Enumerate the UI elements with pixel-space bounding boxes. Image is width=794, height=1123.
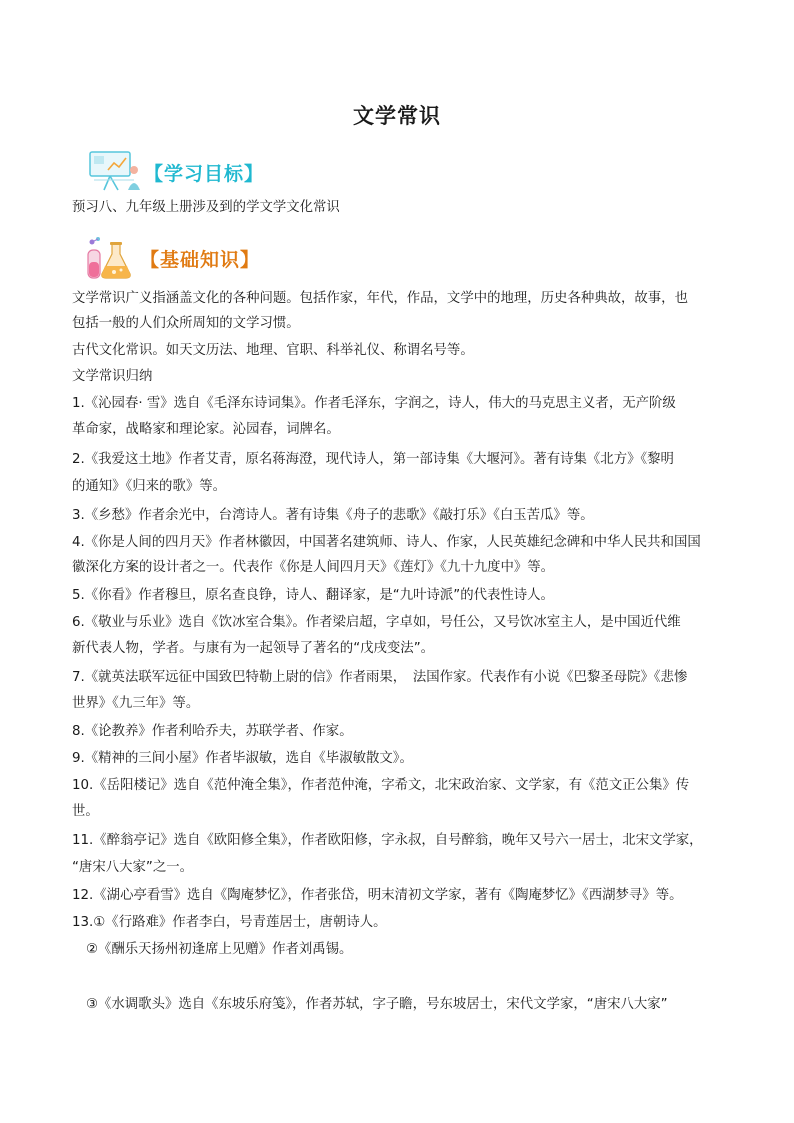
body-line: 1.《沁园春· 雪》选自《毛泽东诗词集》。作者毛泽东，字润之，诗人，伟大的马克思主义者，无产阶级 xyxy=(72,396,676,411)
body-line: 文学常识归纳 xyxy=(72,369,153,384)
body-line: 2.《我爱这土地》作者艾青，原名蒋海澄，现代诗人，第一部诗集《大堰河》。著有诗集《北方》《黎明 xyxy=(72,452,674,467)
body-line: 世界》《九三年》等。 xyxy=(72,696,200,711)
chemistry-flask-icon xyxy=(84,236,140,280)
body-line: 6.《敬业与乐业》选自《饮冰室合集》。作者梁启超，字卓如，号任公，又号饮冰室主人，是中国近代维 xyxy=(72,615,681,630)
body-line: “唐宋八大家”之一。 xyxy=(72,860,193,875)
section-label-base: 【基础知识】 xyxy=(140,248,261,271)
body-line: 新代表人物，学者。与康有为一起领导了著名的“戊戌变法”。 xyxy=(72,641,435,656)
body-line: 革命家，战略家和理论家。沁园春，词牌名。 xyxy=(72,422,340,437)
body-line: 11.《醉翁亭记》选自《欧阳修全集》，作者欧阳修，字永叔，自号醉翁，晚年又号六一居士，北宋文学家， xyxy=(72,833,703,848)
body-line: 古代文化常识。如天文历法、地理、官职、科举礼仪、称谓名号等。 xyxy=(72,343,474,358)
body-line: 8.《论教养》作者利哈乔夫，苏联学者、作家。 xyxy=(72,724,353,739)
body-line: 4.《你是人间的四月天》作者林徽因，中国著名建筑师、诗人、作家，人民英雄纪念碑和中华人民共和国国 xyxy=(72,535,701,550)
body-line: 包括一般的人们众所周知的文学习惯。 xyxy=(72,316,300,331)
body-line: 10.《岳阳楼记》选自《范仲淹全集》，作者范仲淹，字希文，北宋政治家、文学家，有《范文正公集》传 xyxy=(72,778,690,793)
presentation-board-icon xyxy=(88,150,144,194)
body-line: 5.《你看》作者穆旦，原名查良铮，诗人、翻译家，是“九叶诗派”的代表性诗人。 xyxy=(72,588,554,603)
section-header-goal xyxy=(88,150,264,194)
body-line: ③《水调歌头》选自《东坡乐府笺》，作者苏轼，字子瞻，号东坡居士，宋代文学家，“唐宋八大家” xyxy=(86,997,668,1012)
goal-text: 预习八、九年级上册涉及到的学文学文化常识 xyxy=(72,200,340,215)
page-title: 文学常识 xyxy=(353,104,441,128)
body-line: 世。 xyxy=(72,804,99,819)
body-line: 徽深化方案的设计者之一。代表作《你是人间四月天》《莲灯》《九十九度中》等。 xyxy=(72,560,555,575)
body-line: 9.《精神的三间小屋》作者毕淑敏，选自《毕淑敏散文》。 xyxy=(72,751,413,766)
body-line: 12.《湖心亭看雪》选自《陶庵梦忆》，作者张岱，明末清初文学家，著有《陶庵梦忆》《西湖梦寻》等。 xyxy=(72,888,683,903)
section-label-goal: 【学习目标】 xyxy=(144,162,265,185)
body-line: 3.《乡愁》作者余光中，台湾诗人。著有诗集《舟子的悲歌》《敲打乐》《白玉苦瓜》等。 xyxy=(72,508,594,523)
body-line: 文学常识广义指涵盖文化的各种问题。包括作家，年代，作品，文学中的地理，历史各种典故，故事，也 xyxy=(72,291,688,306)
body-line: 13.①《行路难》作者李白，号青莲居士，唐朝诗人。 xyxy=(72,915,387,930)
body-line: ②《酬乐天扬州初逢席上见赠》作者刘禹锡。 xyxy=(86,942,353,957)
body-line: 7.《就英法联军远征中国致巴特勒上尉的信》作者雨果， 法国作家。代表作有小说《巴黎圣母院》《悲惨 xyxy=(72,670,688,685)
body-line: 的通知》《归来的歌》等。 xyxy=(72,479,226,494)
section-header-base xyxy=(84,236,260,280)
